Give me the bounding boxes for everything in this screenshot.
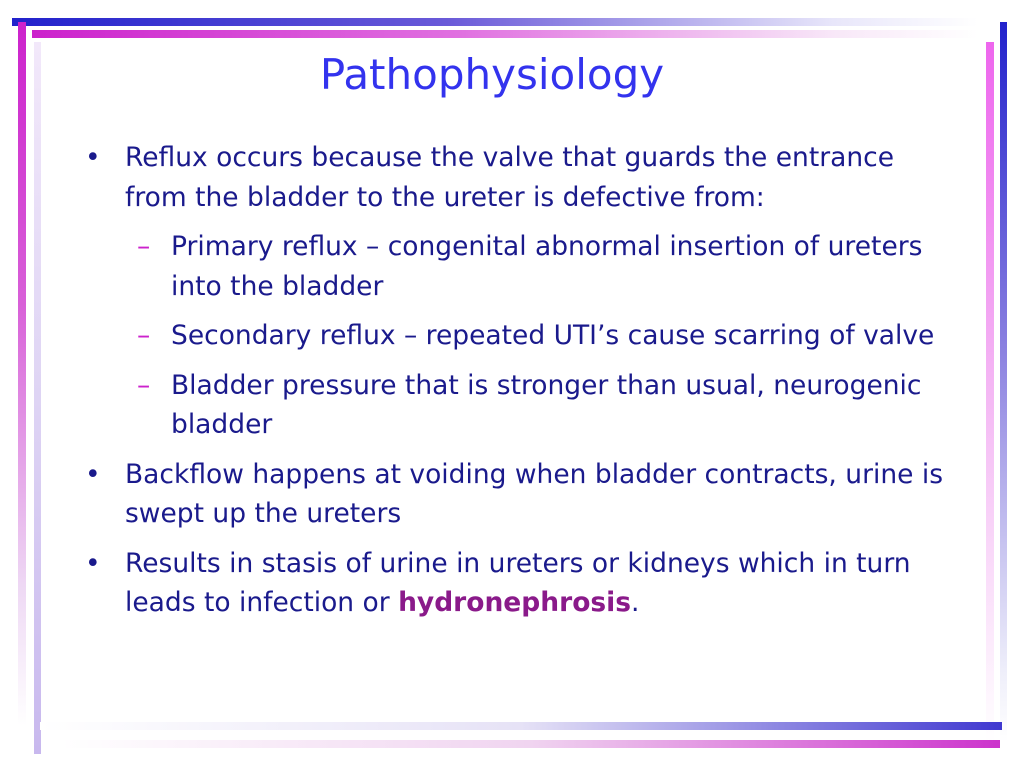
bullet-item: [85, 455, 955, 534]
bullet-item: [85, 138, 955, 217]
bullet-item: [85, 544, 955, 623]
highlight-term: hydronephrosis: [398, 587, 632, 618]
dash-marker: –: [137, 231, 151, 262]
frame-bottom-blue-bar: [40, 722, 1002, 730]
sub-bullet-item: [85, 227, 955, 306]
sub-bullet-item: [85, 316, 955, 356]
dash-marker: –: [137, 320, 151, 351]
sub-bullet-item: [85, 366, 955, 445]
dash-marker: –: [137, 369, 151, 401]
slide-title: Pathophysiology: [319, 50, 665, 99]
frame-left-lavender-bar: [34, 42, 41, 754]
frame-left-magenta-bar: [18, 22, 26, 726]
bullet-text: Backflow happens at voiding when bladder contracts, urine is swept up the ureters: [125, 458, 944, 529]
frame-bottom-magenta-bar: [62, 740, 1000, 748]
bullet-text: Reflux occurs because the valve that guards the entrance from the bladder to the ureter is defective from:: [125, 142, 895, 213]
bullet-text: [125, 548, 911, 619]
slide-body: [85, 138, 955, 633]
sub-bullet-text: Bladder pressure that is stronger than usual, neurogenic bladder: [171, 369, 922, 440]
bullet-marker: •: [85, 547, 101, 579]
sub-bullet-text: Primary reflux – congenital abnormal insertion of ureters into the bladder: [171, 231, 923, 302]
bullet-marker: •: [85, 458, 101, 490]
bullet-marker: •: [85, 142, 101, 173]
sub-bullet-text: Secondary reflux – repeated UTI’s cause scarring of valve: [171, 320, 935, 351]
bullet-text-before: Results in stasis of urine in ureters or kidneys which in turn leads to infection or: [125, 547, 911, 618]
frame-top-blue-bar: [12, 18, 978, 26]
frame-right-pink-bar: [986, 42, 994, 742]
bullet-text-after: .: [631, 587, 640, 618]
frame-top-magenta-bar: [32, 30, 978, 38]
frame-right-blue-bar: [1000, 22, 1007, 742]
